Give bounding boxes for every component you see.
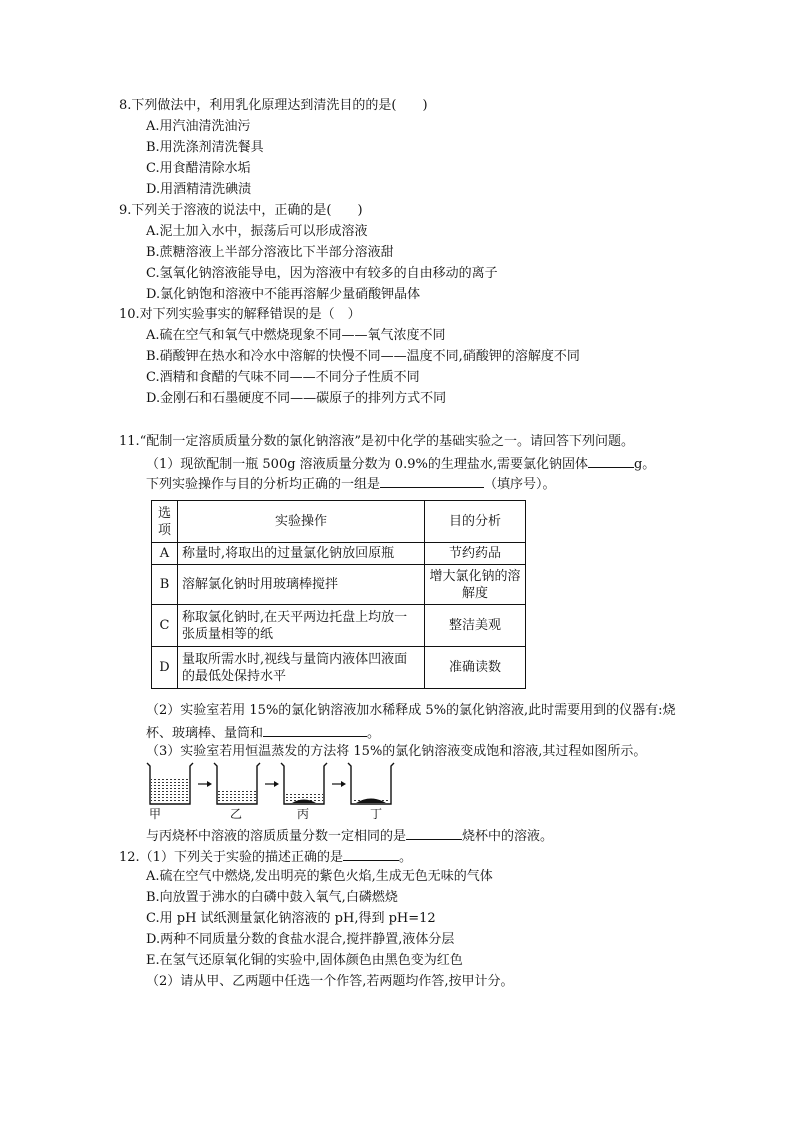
table-row [152,565,526,605]
beaker-jia [147,763,193,804]
table-header-purpose: 目的分析 [425,501,526,543]
table-cell: 溶解氯化钠时用玻璃棒搅拌 [178,565,425,605]
q12-stem-end: 。 [398,850,412,865]
beaker-label-jia: 甲 [149,807,162,821]
q11-part3-line1: （3）实验室若用恒温蒸发的方法将 15%的氯化钠溶液变成饱和溶液,其过程如图所示。 [146,744,647,759]
q11-part3-text: 与丙烧杯中溶液的溶质质量分数一定相同的是 [146,829,407,844]
q10-stem: 10.对下列实验事实的解释错误的是（ ） [119,307,361,322]
table-row [152,647,526,689]
q9-option-d: D.氯化钠饱和溶液中不能再溶解少量硝酸钾晶体 [146,287,421,302]
beaker-ding [348,763,394,804]
q8-stem: 8.下列做法中，利用乳化原理达到清洗目的的是( ) [119,98,428,113]
q9-stem: 9.下列关于溶液的说法中，正确的是( ) [119,203,363,218]
answer-blank-instrument[interactable] [263,723,367,737]
q9-option-a: A.泥土加入水中，振荡后可以形成溶液 [146,224,368,239]
table-cell: D [152,647,178,689]
q12-option-a: A.硫在空气中燃烧,发出明亮的紫色火焰,生成无色无味的气体 [146,869,493,884]
beaker-label-yi: 乙 [230,807,243,821]
q11-part1-line2 [146,474,556,493]
table-cell: B [152,565,178,605]
table-cell: 量取所需水时,视线与量筒内液体凹液面的最低处保持水平 [178,647,425,689]
operations-table [151,500,526,689]
q8-option-a: A.用汽油清洗油污 [146,119,251,134]
answer-blank-q12[interactable] [343,847,399,861]
q11-part1-hint: （填序号）。 [484,477,556,492]
q11-part1-unit: g。 [633,457,656,472]
q11-part1-line1 [146,454,655,473]
q12-stem [119,847,412,866]
table-row [152,543,526,565]
table-cell: 称取氯化钠时,在天平两边托盘上均放一张质量相等的纸 [178,605,425,647]
q12-stem-text: 12.（1）下列关于实验的描述正确的是 [119,850,343,865]
q8-option-b: B.用洗涤剂清洗餐具 [146,140,264,155]
table-row [152,501,526,543]
q11-part1-text: （1）现欲配制一瓶 500g 溶液质量分数为 0.9%的生理盐水,需要氯化钠固体 [146,457,588,472]
beaker-label-bing: 丙 [297,807,310,821]
q10-option-a: A.硫在空气和氧气中燃烧现象不同——氧气浓度不同 [146,328,446,343]
answer-blank-beaker[interactable] [406,826,462,840]
q11-part1-table-question: 下列实验操作与目的分析均正确的一组是 [146,477,381,492]
beaker-yi [214,763,260,804]
q10-option-b: B.硝酸钾在热水和冷水中溶解的快慢不同——温度不同,硝酸钾的溶解度不同 [146,349,580,364]
q12-option-d: D.两种不同质量分数的食盐水混合,搅拌静置,液体分层 [146,932,455,947]
table-cell: 整洁美观 [425,605,526,647]
table-cell: 准确读数 [425,647,526,689]
q12-option-b: B.向放置于沸水的白磷中鼓入氧气,白磷燃烧 [146,890,398,905]
q11-part3-end: 烧杯中的溶液。 [462,829,554,844]
q11-part2-line2 [146,723,380,742]
beaker-label-ding: 丁 [370,807,383,821]
q11-stem: 11.“配制一定溶质质量分数的氯化钠溶液”是初中化学的基础实验之一。请回答下列问题。 [119,434,634,449]
q10-option-c: C.酒精和食醋的气味不同——不同分子性质不同 [146,370,420,385]
table-cell: 增大氯化钠的溶解度 [425,565,526,605]
answer-blank-nacl-mass[interactable] [588,454,634,468]
q12-option-c: C.用 pH 试纸测量氯化钠溶液的 pH,得到 pH=12 [146,911,436,926]
q11-part3-line2 [146,826,553,845]
q11-part2-text: 杯、玻璃棒、量筒和 [146,726,264,741]
q12-part2: （2）请从甲、乙两题中任选一个作答,若两题均作答,按甲计分。 [146,974,514,989]
q11-part2-end: 。 [367,726,381,741]
q11-part2-line1: （2）实验室若用 15%的氯化钠溶液加水稀释成 5%的氯化钠溶液,此时需要用到的仪器有:烧 [146,703,676,718]
table-cell: 节约药品 [425,543,526,565]
arrow-2-head [274,781,279,787]
beaker-bing [281,763,327,804]
table-row [152,605,526,647]
answer-blank-option[interactable] [380,474,484,488]
beaker-diagram [146,760,396,818]
arrow-1-head [207,781,212,787]
q10-option-d: D.金刚石和石墨硬度不同——碳原子的排列方式不同 [146,391,447,406]
q12-option-e: E.在氢气还原氧化铜的实验中,固体颜色由黑色变为红色 [146,953,463,968]
arrow-3-head [341,781,346,787]
q9-option-c: C.氢氧化钠溶液能导电，因为溶液中有较多的自由移动的离子 [146,266,498,281]
table-cell: A [152,543,178,565]
table-header-operation: 实验操作 [178,501,425,543]
table-cell: 称量时,将取出的过量氯化钠放回原瓶 [178,543,425,565]
table-cell: C [152,605,178,647]
table-header-option: 选项 [152,501,178,543]
q8-option-c: C.用食醋清除水垢 [146,161,251,176]
q9-option-b: B.蔗糖溶液上半部分溶液比下半部分溶液甜 [146,245,394,260]
q8-option-d: D.用酒精清洗碘渍 [146,182,252,197]
